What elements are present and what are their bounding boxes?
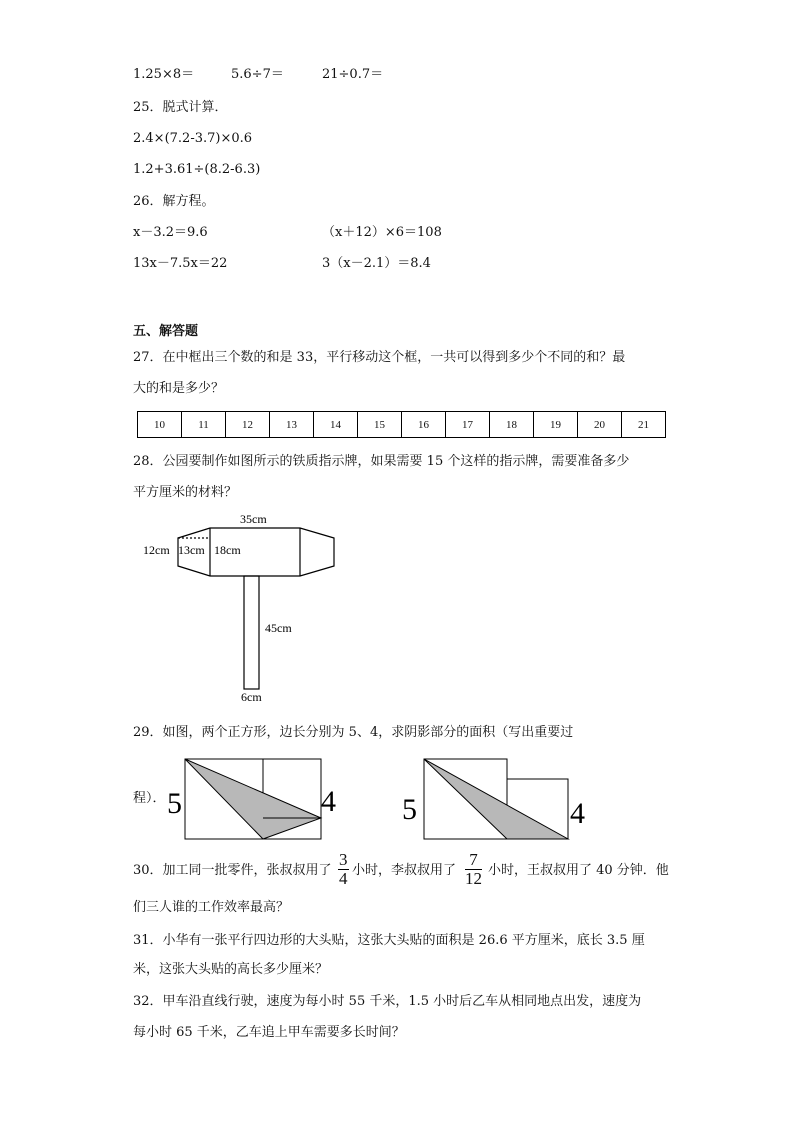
fraction-denominator: 4 bbox=[339, 869, 348, 888]
fraction-seven-twelfths bbox=[465, 851, 482, 888]
q30-text-2: 们三人谁的工作效率最高？ bbox=[133, 900, 290, 915]
q25-expr-1: 2.4×(7.2-3.7)×0.6 bbox=[133, 131, 253, 146]
section-title: 五、解答题 bbox=[133, 324, 199, 339]
number-cell: 20 bbox=[578, 412, 622, 438]
q30-part-1: 30．加工同一批零件，张叔叔用了 bbox=[133, 863, 332, 878]
number-cell: 12 bbox=[226, 412, 270, 438]
q27-text-2: 大的和是多少？ bbox=[133, 381, 225, 396]
q30-part-3: 小时，王叔叔用了 40 分钟．他 bbox=[488, 863, 669, 878]
number-cell: 15 bbox=[358, 412, 402, 438]
q32-text-2: 每小时 65 千米，乙车追上甲车需要多长时间？ bbox=[133, 1025, 405, 1040]
number-strip bbox=[137, 411, 666, 438]
q26-eq-1: x－3.2＝9.6 bbox=[133, 225, 208, 240]
q32-text-1: 32．甲车沿直线行驶，速度为每小时 55 千米，1.5 小时后乙车从相同地点出发，速度为 bbox=[133, 994, 642, 1009]
label-left: 12cm bbox=[143, 543, 170, 557]
fraction-numerator: 7 bbox=[465, 851, 482, 870]
side-label-left: 5 bbox=[402, 793, 417, 826]
q26-eq-3: 13x－7.5x＝22 bbox=[133, 256, 228, 271]
shaded-triangle bbox=[185, 759, 321, 839]
number-cell: 18 bbox=[490, 412, 534, 438]
number-cell: 17 bbox=[446, 412, 490, 438]
number-cell: 14 bbox=[314, 412, 358, 438]
q31-text-1: 31．小华有一张平行四边形的大头贴，这张大头贴的面积是 26.6 平方厘米，底长 3.5 厘 bbox=[133, 933, 645, 948]
number-cell: 21 bbox=[622, 412, 666, 438]
q31-text-2: 米，这张大头贴的高长多少厘米？ bbox=[133, 962, 329, 977]
fraction-three-quarters bbox=[338, 851, 349, 888]
number-cell: 13 bbox=[270, 412, 314, 438]
sign-pole bbox=[244, 576, 259, 689]
side-label-right: 4 bbox=[321, 785, 336, 818]
q28-text-1: 28．公园要制作如图所示的铁质指示牌，如果需要 15 个这样的指示牌，需要准备多少 bbox=[133, 454, 630, 469]
q27-text-1: 27．在中框出三个数的和是 33，平行移动这个框，一共可以得到多少个不同的和？最 bbox=[133, 350, 626, 365]
fraction-numerator: 3 bbox=[339, 850, 348, 869]
q26-title: 26．解方程。 bbox=[133, 194, 215, 209]
q28-text-2: 平方厘米的材料？ bbox=[133, 485, 238, 500]
shaded-triangle bbox=[424, 759, 568, 839]
number-cell: 10 bbox=[138, 412, 182, 438]
label-mid: 13cm bbox=[178, 543, 205, 557]
label-top: 35cm bbox=[240, 512, 267, 526]
q25-title: 25．脱式计算． bbox=[133, 100, 228, 115]
q29-text-2: 程）． bbox=[133, 791, 166, 806]
squares-figure-2 bbox=[401, 755, 601, 845]
number-cell: 11 bbox=[182, 412, 226, 438]
q26-eq-2: （x＋12）×6＝108 bbox=[322, 225, 442, 240]
side-label-right: 4 bbox=[570, 797, 585, 830]
fraction-denominator: 12 bbox=[465, 869, 482, 888]
q30-part-2: 小时，李叔叔用了 bbox=[352, 863, 457, 878]
squares-figure-1 bbox=[166, 755, 346, 845]
side-label-left: 5 bbox=[167, 787, 182, 820]
label-right: 18cm bbox=[214, 543, 241, 557]
label-pole: 45cm bbox=[265, 621, 292, 635]
q25-expr-2: 1.2+3.61÷(8.2-6.3) bbox=[133, 162, 261, 177]
number-cell: 16 bbox=[402, 412, 446, 438]
label-bottom: 6cm bbox=[241, 690, 262, 704]
calc-item-3: 21÷0.7＝ bbox=[322, 67, 384, 82]
calc-item-1: 1.25×8＝ bbox=[133, 67, 195, 82]
q29-text-1: 29．如图，两个正方形，边长分别为 5、4，求阴影部分的面积（写出重要过 bbox=[133, 725, 574, 740]
calc-item-2: 5.6÷7＝ bbox=[231, 67, 284, 82]
signboard-figure bbox=[140, 508, 350, 708]
number-cell: 19 bbox=[534, 412, 578, 438]
q26-eq-4: 3（x－2.1）＝8.4 bbox=[322, 256, 431, 271]
